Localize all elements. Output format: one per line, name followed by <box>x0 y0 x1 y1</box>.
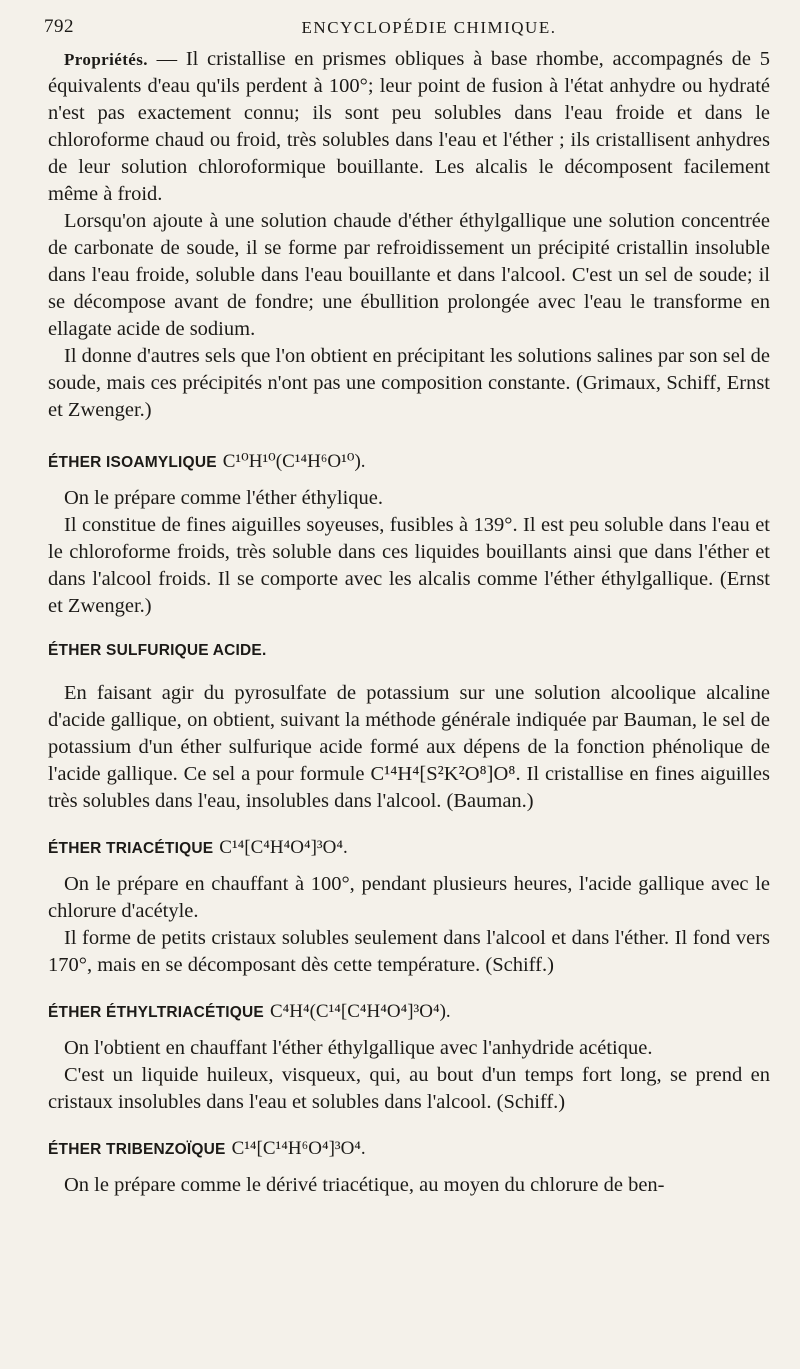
section-ether-sulfurique-acide <box>48 642 770 815</box>
section-heading <box>48 1138 770 1160</box>
page-number: 792 <box>44 16 74 37</box>
body-paragraph: On l'obtient en chauffant l'éther éthylgallique avec l'anhydride acétique. <box>64 1037 653 1059</box>
section-heading <box>48 1001 770 1023</box>
body-paragraph: On le prépare comme l'éther éthylique. <box>64 487 384 509</box>
section-title: ÉTHER TRIACÉTIQUE <box>48 840 214 857</box>
section-heading <box>48 450 770 473</box>
chemical-formula: C¹⁰H¹⁰(C¹⁴H⁶O¹⁰). <box>222 451 366 472</box>
body-paragraph: En faisant agir du pyrosulfate de potassium sur une solution alcoolique alcaline d'acide gallique, on obtient, suivant la méthode générale indiquée par Bauman, le sel de potassium d'un éther sulfurique acide formé aux dépens de la fonction phénolique de l'acide gallique. Ce sel a pour formule C¹⁴H⁴[S²K²O⁸]O⁸. Il cristallise en fines aiguilles très solubles dans l'eau, insolubles dans l'alcool. (Bauman.) <box>48 682 770 812</box>
section-ether-isoamylique <box>48 450 770 620</box>
intro-section <box>48 46 770 424</box>
body-paragraph: On le prépare en chauffant à 100°, pendant plusieurs heures, l'acide gallique avec le chlorure d'acétyle. <box>48 873 770 922</box>
chemical-formula: C¹⁴[C¹⁴H⁶O⁴]³O⁴. <box>231 1138 366 1159</box>
salts-paragraph: Il donne d'autres sels que l'on obtient en précipitant les solutions salines par son sel de soude, mais ces précipités n'ont pas une composition constante. (Grimaux, Schiff, Ernst et Zwenger.) <box>48 345 770 421</box>
section-ether-triacetique <box>48 837 770 979</box>
body-paragraph: Il forme de petits cristaux solubles seulement dans l'alcool et dans l'éther. Il fond vers 170°, mais en se décomposant dès cette température. (Schiff.) <box>48 927 770 976</box>
section-heading <box>48 642 770 660</box>
carbonate-paragraph: Lorsqu'on ajoute à une solution chaude d'éther éthylgallique une solution concentrée de carbonate de soude, il se forme par refroidissement un précipité cristallin insoluble dans l'eau froide, soluble dans l'eau bouillante et dans l'alcool. C'est un sel de soude; il se décompose avant de fondre; une ébullition prolongée avec l'eau le transforme en ellagate acide de sodium. <box>48 210 770 340</box>
properties-paragraph <box>48 46 770 208</box>
chemical-formula: C⁴H⁴(C¹⁴[C⁴H⁴O⁴]³O⁴). <box>269 1001 451 1022</box>
page-header <box>44 0 770 46</box>
body-paragraph: C'est un liquide huileux, visqueux, qui, au bout d'un temps fort long, se prend en cristaux insolubles dans l'eau et solubles dans l'alcool. (Schiff.) <box>48 1064 770 1113</box>
section-ether-tribenzoique <box>48 1138 770 1199</box>
body-paragraph: Il constitue de fines aiguilles soyeuses, fusibles à 139°. Il est peu soluble dans l'eau et le chloroforme froids, très soluble dans ces liquides bouillants ainsi que dans l'éther et dans l'alcool froids. Il se comporte avec les alcalis comme l'éther éthylgallique. (Ernst et Zwenger.) <box>48 514 770 617</box>
section-title: ÉTHER ISOAMYLIQUE <box>48 454 217 471</box>
section-title: ÉTHER TRIBENZOÏQUE <box>48 1141 226 1158</box>
properties-label: Propriétés. <box>64 50 148 69</box>
body-paragraph: On le prépare comme le dérivé triacétique, au moyen du chlorure de ben- <box>64 1174 665 1196</box>
section-title: ÉTHER SULFURIQUE ACIDE. <box>48 642 267 659</box>
properties-text: — Il cristallise en prismes obliques à base rhombe, accompagnés de 5 équivalents d'eau qu'ils perdent à 100°; leur point de fusion à l'état anhydre ou hydraté n'est pas exactement connu; ils sont peu solubles dans l'eau froide et dans le chloroforme chaud ou froid, très solubles dans l'eau et l'éther ; ils cristallisent anhydres de leur solution chloroformique bouillante. Les alcalis le décomposent facilement même à froid. <box>48 48 770 205</box>
section-title: ÉTHER ÉTHYLTRIACÉTIQUE <box>48 1004 264 1021</box>
running-title: ENCYCLOPÉDIE CHIMIQUE. <box>301 18 557 37</box>
section-ether-ethyltriacetique <box>48 1001 770 1116</box>
section-heading <box>48 837 770 859</box>
chemical-formula: C¹⁴[C⁴H⁴O⁴]³O⁴. <box>219 837 348 858</box>
